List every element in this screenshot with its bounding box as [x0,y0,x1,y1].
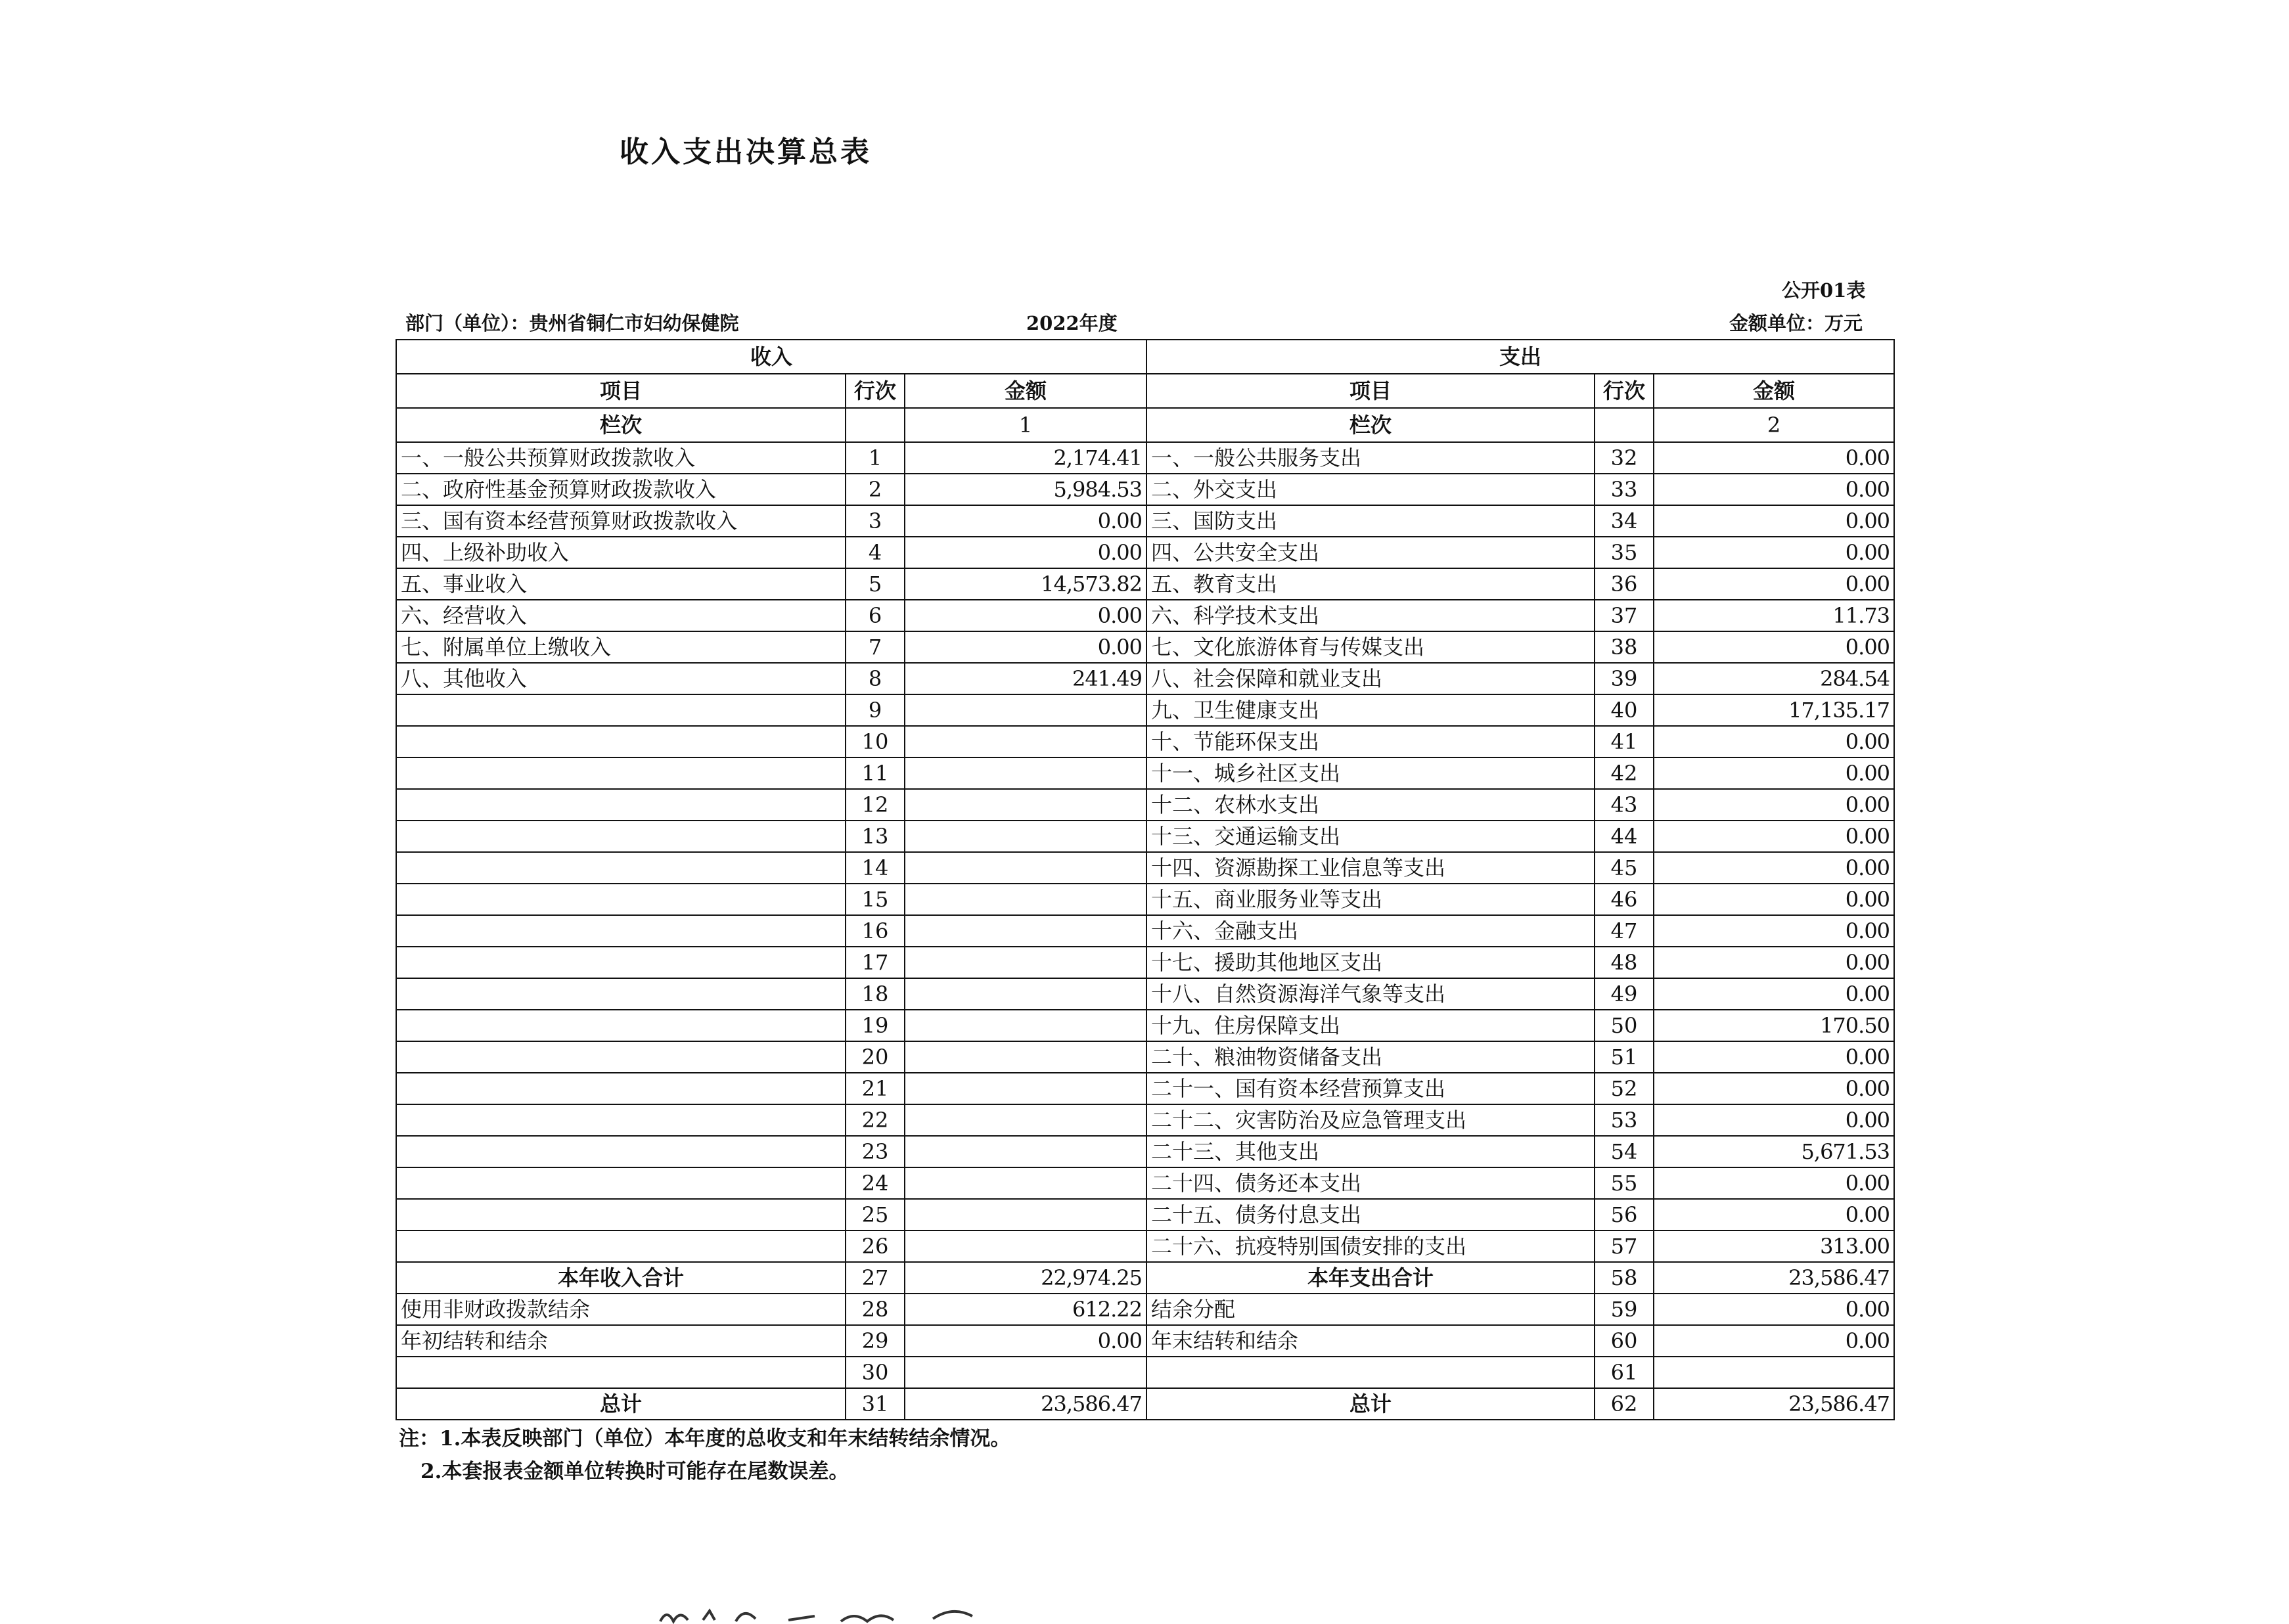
income-amount-cell: 241.49 [905,663,1146,694]
table-row [396,1073,1894,1104]
income-item-cell [396,1041,846,1073]
income-item-cell [396,694,846,726]
income-amount-cell [905,1136,1146,1167]
expense-section-header: 支出 [1146,340,1894,374]
expense-row-number: 49 [1595,978,1654,1010]
expense-row-no-header: 行次 [1595,374,1654,408]
expense-item-cell: 九、卫生健康支出 [1146,694,1595,726]
table-row [396,474,1894,505]
table-row [396,1230,1894,1262]
expense-row-number: 45 [1595,852,1654,884]
income-amount-cell [905,1010,1146,1041]
table-row [396,600,1894,631]
income-item-header: 项目 [396,374,846,408]
income-amount-cell [905,726,1146,757]
income-item-cell [396,789,846,821]
expense-item-cell: 七、文化旅游体育与传媒支出 [1146,631,1595,663]
expense-item-cell: 四、公共安全支出 [1146,537,1595,568]
table-row [396,915,1894,947]
income-row-number: 3 [846,505,905,537]
expense-item-cell: 十、节能环保支出 [1146,726,1595,757]
income-item-cell: 五、事业收入 [396,568,846,600]
expense-item-cell: 二十三、其他支出 [1146,1136,1595,1167]
note-2: 2.本套报表金额单位转换时可能存在尾数误差。 [420,1460,850,1483]
expense-item-cell: 二十、粮油物资储备支出 [1146,1041,1595,1073]
table-row [396,726,1894,757]
table-row [396,821,1894,852]
expense-item-cell: 二十五、债务付息支出 [1146,1199,1595,1230]
income-item-cell [396,821,846,852]
income-row-number: 8 [846,663,905,694]
expense-item-cell: 二十四、债务还本支出 [1146,1167,1595,1199]
expense-row-number: 44 [1595,821,1654,852]
expense-row-number: 35 [1595,537,1654,568]
expense-item-cell: 十三、交通运输支出 [1146,821,1595,852]
expense-row-number: 39 [1595,663,1654,694]
fiscal-year: 2022年度 [1026,312,1118,334]
table-row [396,1388,1894,1420]
expense-item-cell: 十五、商业服务业等支出 [1146,884,1595,915]
income-row-number: 30 [846,1357,905,1388]
expense-row-number: 43 [1595,789,1654,821]
income-amount-cell [905,821,1146,852]
income-item-cell [396,947,846,978]
income-amount-cell [905,694,1146,726]
expense-item-cell [1146,1357,1595,1388]
table-row [396,1167,1894,1199]
income-amount-cell: 2,174.41 [905,442,1146,474]
expense-row-number: 60 [1595,1325,1654,1357]
table-row [396,1104,1894,1136]
expense-row-number: 57 [1595,1230,1654,1262]
expense-amount-cell: 0.00 [1654,1325,1894,1357]
expense-item-cell: 三、国防支出 [1146,505,1595,537]
expense-row-number: 36 [1595,568,1654,600]
table-row [396,1041,1894,1073]
expense-amount-cell: 0.00 [1654,442,1894,474]
expense-amount-cell: 11.73 [1654,600,1894,631]
expense-row-number: 56 [1595,1199,1654,1230]
expense-amount-header: 金额 [1654,374,1894,408]
income-item-cell [396,1104,846,1136]
expense-amount-cell: 0.00 [1654,884,1894,915]
income-section-header: 收入 [396,340,1146,374]
expense-row-number: 59 [1595,1294,1654,1325]
income-item-cell: 四、上级补助收入 [396,537,846,568]
expense-row-number: 34 [1595,505,1654,537]
expense-amount-cell: 0.00 [1654,537,1894,568]
expense-row-number: 51 [1595,1041,1654,1073]
expense-item-header: 项目 [1146,374,1595,408]
income-row-number: 17 [846,947,905,978]
expense-item-cell: 五、教育支出 [1146,568,1595,600]
expense-row-number: 46 [1595,884,1654,915]
income-amount-cell [905,947,1146,978]
income-item-cell [396,1199,846,1230]
expense-item-cell: 二十一、国有资本经营预算支出 [1146,1073,1595,1104]
income-amount-cell: 0.00 [905,537,1146,568]
expense-item-cell: 总计 [1146,1388,1595,1420]
expense-row-number: 40 [1595,694,1654,726]
income-row-number: 10 [846,726,905,757]
income-amount-cell [905,1230,1146,1262]
income-row-number: 24 [846,1167,905,1199]
income-amount-cell [905,1199,1146,1230]
expense-row-number: 48 [1595,947,1654,978]
income-item-cell [396,884,846,915]
income-row-number: 19 [846,1010,905,1041]
expense-row-number: 47 [1595,915,1654,947]
expense-column-blank [1595,408,1654,442]
income-amount-cell [905,978,1146,1010]
income-item-cell: 使用非财政拨款结余 [396,1294,846,1325]
income-item-cell [396,1167,846,1199]
income-amount-header: 金额 [905,374,1146,408]
income-row-number: 2 [846,474,905,505]
expense-item-cell: 十四、资源勘探工业信息等支出 [1146,852,1595,884]
amount-unit: 金额单位：万元 [1729,312,1863,334]
table-row [396,852,1894,884]
expense-row-number: 54 [1595,1136,1654,1167]
expense-amount-cell [1654,1357,1894,1388]
income-item-cell [396,1230,846,1262]
income-row-number: 22 [846,1104,905,1136]
expense-item-cell: 十一、城乡社区支出 [1146,757,1595,789]
income-item-cell: 八、其他收入 [396,663,846,694]
table-row [396,537,1894,568]
expense-amount-cell: 0.00 [1654,1294,1894,1325]
income-expense-table [396,339,1895,1420]
expense-item-cell: 二、外交支出 [1146,474,1595,505]
expense-item-cell: 结余分配 [1146,1294,1595,1325]
income-row-number: 31 [846,1388,905,1420]
income-item-cell: 七、附属单位上缴收入 [396,631,846,663]
table-row [396,442,1894,474]
expense-item-cell: 二十二、灾害防治及应急管理支出 [1146,1104,1595,1136]
income-item-cell: 一、一般公共预算财政拨款收入 [396,442,846,474]
table-row [396,568,1894,600]
expense-row-number: 62 [1595,1388,1654,1420]
note-1: 注：1.本表反映部门（单位）本年度的总收支和年末结转结余情况。 [399,1427,1011,1451]
income-item-cell [396,757,846,789]
table-row [396,1262,1894,1294]
income-amount-cell [905,789,1146,821]
page-title: 收入支出决算总表 [620,135,872,169]
expense-amount-cell: 0.00 [1654,1041,1894,1073]
expense-item-cell: 一、一般公共服务支出 [1146,442,1595,474]
expense-amount-cell: 0.00 [1654,726,1894,757]
table-row [396,1199,1894,1230]
expense-amount-cell: 0.00 [1654,474,1894,505]
expense-amount-cell: 0.00 [1654,1199,1894,1230]
expense-row-number: 55 [1595,1167,1654,1199]
expense-amount-cell: 170.50 [1654,1010,1894,1041]
table-row [396,663,1894,694]
expense-row-number: 50 [1595,1010,1654,1041]
income-row-number: 9 [846,694,905,726]
income-column-blank [846,408,905,442]
expense-amount-cell: 284.54 [1654,663,1894,694]
table-row [396,1325,1894,1357]
expense-row-number: 33 [1595,474,1654,505]
income-amount-cell [905,915,1146,947]
income-item-cell: 二、政府性基金预算财政拨款收入 [396,474,846,505]
income-amount-cell: 0.00 [905,631,1146,663]
income-row-number: 16 [846,915,905,947]
expense-amount-cell: 0.00 [1654,757,1894,789]
income-amount-cell: 0.00 [905,505,1146,537]
income-amount-cell: 23,586.47 [905,1388,1146,1420]
expense-item-cell: 十八、自然资源海洋气象等支出 [1146,978,1595,1010]
income-amount-cell: 14,573.82 [905,568,1146,600]
income-item-cell [396,726,846,757]
table-row [396,978,1894,1010]
expense-amount-cell: 0.00 [1654,1073,1894,1104]
income-row-number: 7 [846,631,905,663]
income-column-label: 栏次 [396,408,846,442]
income-item-cell: 年初结转和结余 [396,1325,846,1357]
income-row-number: 25 [846,1199,905,1230]
income-item-cell [396,1073,846,1104]
income-row-number: 28 [846,1294,905,1325]
expense-amount-cell: 0.00 [1654,789,1894,821]
income-amount-cell [905,1167,1146,1199]
expense-amount-cell: 313.00 [1654,1230,1894,1262]
expense-amount-cell: 0.00 [1654,978,1894,1010]
expense-row-number: 32 [1595,442,1654,474]
income-amount-cell: 22,974.25 [905,1262,1146,1294]
income-amount-cell [905,1073,1146,1104]
income-item-cell [396,1357,846,1388]
income-row-number: 14 [846,852,905,884]
expense-item-cell: 二十六、抗疫特别国债安排的支出 [1146,1230,1595,1262]
income-item-cell [396,1136,846,1167]
income-row-number: 15 [846,884,905,915]
expense-row-number: 37 [1595,600,1654,631]
income-item-cell [396,915,846,947]
income-amount-cell: 612.22 [905,1294,1146,1325]
income-row-number: 20 [846,1041,905,1073]
income-amount-cell [905,1104,1146,1136]
income-row-no-header: 行次 [846,374,905,408]
income-row-number: 29 [846,1325,905,1357]
handwriting-mark [657,1603,999,1624]
income-amount-cell: 0.00 [905,600,1146,631]
income-amount-cell: 0.00 [905,1325,1146,1357]
income-column-number: 1 [905,408,1146,442]
expense-amount-cell: 23,586.47 [1654,1388,1894,1420]
form-code: 公开01表 [1782,279,1866,302]
income-row-number: 4 [846,537,905,568]
income-amount-cell: 5,984.53 [905,474,1146,505]
income-amount-cell [905,884,1146,915]
expense-row-number: 53 [1595,1104,1654,1136]
expense-column-label: 栏次 [1146,408,1595,442]
expense-row-number: 41 [1595,726,1654,757]
expense-column-number: 2 [1654,408,1894,442]
income-row-number: 27 [846,1262,905,1294]
table-row [396,884,1894,915]
table-row [396,1010,1894,1041]
expense-amount-cell: 0.00 [1654,821,1894,852]
income-row-number: 1 [846,442,905,474]
expense-item-cell: 六、科学技术支出 [1146,600,1595,631]
income-item-cell: 本年收入合计 [396,1262,846,1294]
income-item-cell [396,852,846,884]
table-row [396,694,1894,726]
expense-item-cell: 十六、金融支出 [1146,915,1595,947]
table-row [396,757,1894,789]
income-amount-cell [905,757,1146,789]
table-row [396,947,1894,978]
income-row-number: 5 [846,568,905,600]
expense-item-cell: 十二、农林水支出 [1146,789,1595,821]
expense-amount-cell: 0.00 [1654,1167,1894,1199]
expense-amount-cell: 0.00 [1654,631,1894,663]
expense-amount-cell: 0.00 [1654,915,1894,947]
income-item-cell: 总计 [396,1388,846,1420]
table-row [396,505,1894,537]
expense-item-cell: 年末结转和结余 [1146,1325,1595,1357]
income-amount-cell [905,852,1146,884]
table-row [396,1136,1894,1167]
expense-amount-cell: 0.00 [1654,947,1894,978]
expense-amount-cell: 23,586.47 [1654,1262,1894,1294]
expense-amount-cell: 5,671.53 [1654,1136,1894,1167]
expense-row-number: 58 [1595,1262,1654,1294]
expense-item-cell: 本年支出合计 [1146,1262,1595,1294]
expense-amount-cell: 17,135.17 [1654,694,1894,726]
income-item-cell: 三、国有资本经营预算财政拨款收入 [396,505,846,537]
income-row-number: 23 [846,1136,905,1167]
expense-row-number: 38 [1595,631,1654,663]
income-row-number: 26 [846,1230,905,1262]
income-row-number: 12 [846,789,905,821]
expense-item-cell: 十九、住房保障支出 [1146,1010,1595,1041]
income-row-number: 11 [846,757,905,789]
income-row-number: 18 [846,978,905,1010]
expense-amount-cell: 0.00 [1654,1104,1894,1136]
expense-row-number: 61 [1595,1357,1654,1388]
table-row [396,1294,1894,1325]
department-label: 部门（单位）：贵州省铜仁市妇幼保健院 [405,312,739,334]
income-row-number: 6 [846,600,905,631]
income-amount-cell [905,1041,1146,1073]
income-item-cell [396,1010,846,1041]
table-row [396,1357,1894,1388]
income-amount-cell [905,1357,1146,1388]
expense-amount-cell: 0.00 [1654,505,1894,537]
expense-item-cell: 八、社会保障和就业支出 [1146,663,1595,694]
income-item-cell: 六、经营收入 [396,600,846,631]
expense-item-cell: 十七、援助其他地区支出 [1146,947,1595,978]
income-row-number: 21 [846,1073,905,1104]
income-row-number: 13 [846,821,905,852]
table-row [396,631,1894,663]
expense-row-number: 52 [1595,1073,1654,1104]
income-item-cell [396,978,846,1010]
expense-row-number: 42 [1595,757,1654,789]
table-row [396,789,1894,821]
expense-amount-cell: 0.00 [1654,852,1894,884]
expense-amount-cell: 0.00 [1654,568,1894,600]
